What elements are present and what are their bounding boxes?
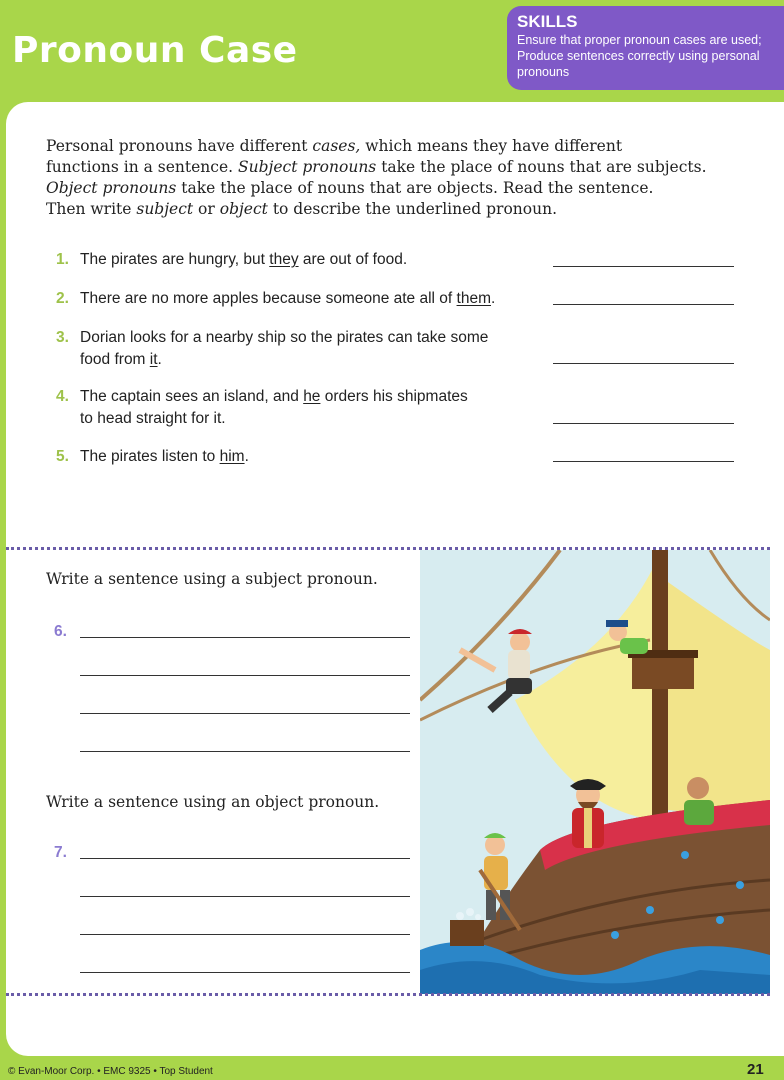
instruction-line: functions in a sentence. Subject pronouns take the place of nouns that are subjects. — [46, 158, 707, 176]
underlined-pronoun: him — [219, 448, 245, 465]
writing-line[interactable] — [80, 713, 410, 714]
writing-line[interactable] — [80, 637, 410, 638]
instruction-line: Then write subject or object to describe the underlined pronoun. — [46, 200, 557, 218]
dotted-divider — [6, 993, 770, 996]
pirate-ship-image — [420, 550, 770, 994]
question-text: The captain sees an island, and he orders his shipmates — [80, 388, 468, 405]
skills-heading: SKILLS — [517, 12, 578, 31]
underlined-pronoun: they — [269, 251, 299, 268]
instruction-line: Personal pronouns have different cases, which means they have different — [46, 137, 623, 155]
skills-line: Ensure that proper pronoun cases are used; — [517, 33, 762, 47]
answer-line[interactable] — [553, 423, 734, 424]
question-number: 3. — [56, 329, 69, 346]
underlined-pronoun: it — [149, 351, 158, 368]
instructions — [46, 136, 736, 220]
skills-line: Produce sentences correctly using personal — [517, 49, 760, 63]
question-text: There are no more apples because someone ate all of them. — [80, 290, 496, 307]
underlined-pronoun: he — [303, 388, 321, 405]
skills-line: pronouns — [517, 65, 570, 79]
writing-line[interactable] — [80, 896, 410, 897]
writing-line[interactable] — [80, 972, 410, 973]
writing-line[interactable] — [80, 934, 410, 935]
question-number: 2. — [56, 290, 69, 307]
question-number: 5. — [56, 448, 69, 465]
writing-line[interactable] — [80, 751, 410, 752]
question-text: The pirates listen to him. — [80, 448, 249, 465]
page-number: 21 — [747, 1061, 764, 1078]
question-number: 4. — [56, 388, 69, 405]
writing-line[interactable] — [80, 858, 410, 859]
answer-line[interactable] — [553, 461, 734, 462]
question-text: to head straight for it. — [80, 410, 226, 427]
writing-line[interactable] — [80, 675, 410, 676]
answer-line[interactable] — [553, 363, 734, 364]
question-text: Dorian looks for a nearby ship so the pirates can take some — [80, 329, 489, 346]
writing-prompt: Write a sentence using an object pronoun. — [46, 793, 380, 811]
writing-number: 7. — [54, 844, 67, 861]
question-text: The pirates are hungry, but they are out of food. — [80, 251, 408, 268]
writing-number: 6. — [54, 623, 67, 640]
writing-prompt: Write a sentence using a subject pronoun. — [46, 570, 378, 588]
underlined-pronoun: them — [456, 290, 492, 307]
skills-box — [507, 6, 784, 90]
page-title: Pronoun Case — [12, 30, 298, 71]
question-text: food from it. — [80, 351, 162, 368]
footer-copyright: © Evan-Moor Corp. • EMC 9325 • Top Student — [8, 1066, 213, 1077]
question-number: 1. — [56, 251, 69, 268]
pirate-ship-illustration — [420, 550, 770, 994]
answer-line[interactable] — [553, 266, 734, 267]
answer-line[interactable] — [553, 304, 734, 305]
instruction-line: Object pronouns take the place of nouns that are objects. Read the sentence. — [46, 179, 654, 197]
